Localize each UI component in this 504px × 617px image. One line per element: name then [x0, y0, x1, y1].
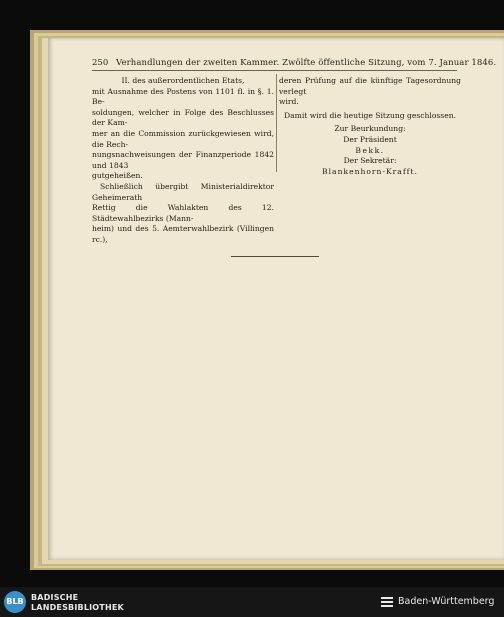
header-rule: [92, 70, 457, 71]
text-line: soldungen, welcher in Folge des Beschlusses der Kam-: [92, 107, 274, 128]
page-number: 250: [92, 58, 109, 68]
library-name-line1[interactable]: BADISCHE: [31, 593, 79, 602]
president-title: Der Präsident: [343, 134, 397, 144]
president-name: Bekk.: [355, 145, 385, 155]
text-line: gutgeheißen.: [92, 171, 143, 181]
coat-of-arms-icon[interactable]: [380, 595, 394, 609]
secretary-name: Blankenhorn-Krafft.: [322, 166, 418, 176]
section-heading: II. des außerordentlichen Etats,: [121, 76, 245, 85]
text-line: nungsnachweisungen der Finanzperiode 1842 und 1843: [92, 150, 274, 170]
text-line: Rettig die Wahlakten des 12. Städtewahlbezirks (Mann-: [92, 203, 274, 223]
library-name-line2[interactable]: LANDESBIBLIOTHEK: [31, 603, 124, 612]
text-line: heim) und des 5. Aemterwahlbezirk (Villingen rc.),: [92, 224, 274, 244]
text-line: wird.: [279, 97, 299, 107]
text-line: Schließlich übergibt Ministerialdirektor Geheimerath: [92, 181, 274, 202]
text-line: mit Ausnahme des Postens von 1101 fl. in §. 1. Be-: [92, 86, 274, 107]
attestation: Zur Beurkundung:: [334, 124, 406, 134]
blb-logo[interactable]: BLB: [4, 591, 26, 613]
column-divider: [276, 74, 277, 172]
text-line: mer an die Commission zurückgewiesen wird, die Rech-: [92, 128, 274, 149]
right-column: [279, 76, 461, 177]
left-column: [92, 76, 274, 246]
text-line: deren Prüfung auf die künftige Tagesordnung verlegt: [279, 76, 461, 96]
secretary-title: Der Sekretär:: [343, 156, 397, 166]
running-title: Verhandlungen der zweiten Kammer. Zwölfte öffentliche Sitzung, vom 7. Januar 1846.: [116, 58, 497, 68]
state-label[interactable]: Baden-Württemberg: [398, 596, 495, 607]
footer-bar: [0, 587, 504, 617]
closing-line: Damit wird die heutige Sitzung geschlossen.: [284, 110, 456, 120]
end-rule: [231, 256, 319, 257]
